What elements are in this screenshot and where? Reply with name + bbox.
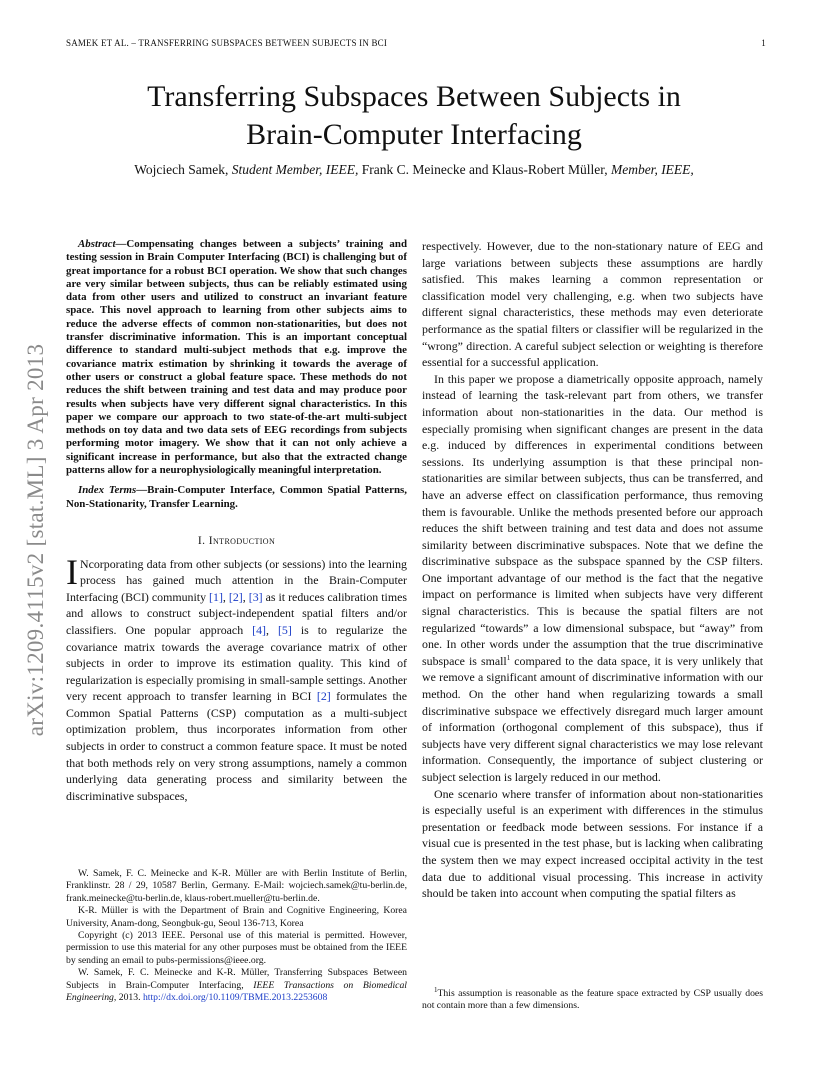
citation-link[interactable]: [2] xyxy=(316,689,331,704)
left-column xyxy=(66,238,407,804)
citation-text: W. Samek, F. C. Meinecke and K-R. Müller, Transferring Subspaces Between Subjects in Brain-Computer Interfacing, xyxy=(66,967,407,991)
section-heading-introduction xyxy=(66,533,407,550)
intro-text: is to regularize the covariance matrix towards the average covariance matrix of other subjects in order to improve its estimation quality. This kind of regularization is especially promising in small-sample settings. Another very recent approach to transfer learning in BCI xyxy=(66,622,407,704)
abstract-text: —Compensating changes between a subjects’ training and testing session in Brain Computer Interfacing (BCI) is challenging but of great importance for a robust BCI operation. We show that such changes are very similar between subjects, thus can be reliably estimated using data from other users and utilized to construct an invariant feature space. This novel approach to learning from other subjects aims to reduce the adverse effects of common non-stationarities, but does not transfer discriminative information. This is an important conceptual difference to standard multi-subject methods that e.g. improve the covariance matrix estimation by shrinking it towards the average of other users or construct a global feature space. These methods do not reduces the shift between training and test data and may produce poor results when subjects have very different signal characteristics. In this paper we compare our approach to two state-of-the-art multi-subject methods on toy data and two data sets of EEG recordings from subjects performing motor imagery. We show that it can not only achieve a significant increase in performance, but also that the extracted change patterns allow for a neurophysiologically meaningful interpretation. xyxy=(66,238,407,477)
citation-link[interactable]: [3] xyxy=(248,589,263,604)
abstract-label: Abstract xyxy=(78,238,116,250)
index-terms-label: Index Terms xyxy=(78,484,137,497)
intro-paragraph-1 xyxy=(66,551,407,805)
index-terms xyxy=(66,484,407,511)
arxiv-stamp xyxy=(6,290,66,790)
intro-text: Ncorporating data from other subjects (or sessions) into the learning process has gained much attention in the Brain-Computer Interfacing (BCI) community xyxy=(66,556,407,604)
paragraph-text: In this paper we propose a diametrically opposite approach, namely instead of learning the task-relevant part from others, we transfer information about non-stationarities in the data. Our method is especially promising when significant changes are present in the data e.g. induced by differences in experimental conditions between sessions. Its underlying assumption is that these principal non-stationarities are similar between subjects, thus can be transferred, and have an adverse effect on classification performance, thus removing them is favourable. Unlike the methods presented before our approach reduces the shift between training and test data and does not assume similarity between discriminative subspaces. Note that we define the discriminative subspace as the subspace spanned by the CSP filters. One important advantage of our method is the fact that the negative impact on performance is limited when subjects have very different signal characteristics. This is because the spatial filters are not regularized “towards” a low dimensional subspace, but “away” from one. In other words under the assumption that the true discriminative subspace is small xyxy=(422,371,763,668)
paragraph-proposal xyxy=(422,371,763,786)
footnote-citation xyxy=(66,967,407,1004)
intro-text: as it reduces calibration times and allows to construct subject-independent spatial filters and/or classifiers. One popular approach xyxy=(66,589,407,637)
paper-title xyxy=(60,78,768,154)
title-line-2: Brain-Computer Interfacing xyxy=(246,118,582,151)
doi-link[interactable]: http://dx.doi.org/10.1109/TBME.2013.2253608 xyxy=(142,992,328,1004)
intro-text: formulates the Common Spatial Patterns (CSP) computation as a multi-subject optimization problem, thus incorporates information from other subjects in order to construct a common feature space. It must be noted that both methods rely on very strong assumptions, namely a common underlying data generating process and similarity between the discriminative subspaces, xyxy=(66,689,407,803)
author-2-3-role: Member, IEEE, xyxy=(610,162,694,177)
author-1-role: Student Member, IEEE, xyxy=(231,162,359,177)
paragraph-text: compared to the data space, it is very unlikely that we remove a significant amount of discriminative information with our method. On the other hand when regularizing towards a small discriminative subspace we effectively disregard much larger amount of information (orthogonal complement of this subspace), thus if subjects have very different signal characteristics we may lose relevant information. Consequently, the importance of subject clustering or subject selection is largely reduced in our method. xyxy=(422,653,764,784)
running-head-title: SAMEK ET AL. – TRANSFERRING SUBSPACES BETWEEN SUBJECTS IN BCI xyxy=(66,38,388,48)
page-number: 1 xyxy=(761,38,766,48)
footnote-copyright: Copyright (c) 2013 IEEE. Personal use of this material is permitted. However, permission to use this material for any other purposes must be obtained from the IEEE by sending an email to pubs-permissions@ieee.org. xyxy=(66,930,407,966)
citation-link[interactable]: [2] xyxy=(228,589,243,604)
index-terms-text: —Brain-Computer Interface, Common Spatial Patterns, Non-Stationarity, Transfer Learning. xyxy=(66,484,407,510)
footnote-marker[interactable]: 1 xyxy=(506,653,511,662)
affiliation-footnotes xyxy=(66,868,407,1004)
paragraph-scenario: One scenario where transfer of information about non-stationarities is especially useful is an experiment with differences in the stimulus presentation or feedback mode between sessions. For instance if a visual cue is presented in the test phase, but is lacking when calibrating the system then we may expect increased occipital activity in the test data due to additional visual processing. This increase in activity should be taken into account when computing the spatial filters as xyxy=(422,786,763,901)
footnote-1-text: This assumption is reasonable as the feature space extracted by CSP usually does not contain more than a few dimensions. xyxy=(422,988,763,1012)
footnote-mark: 1 xyxy=(434,985,438,994)
section-numeral: I. xyxy=(197,533,206,547)
abstract xyxy=(66,238,407,477)
journal-name: IEEE Transactions on Biomedical Engineering xyxy=(66,979,407,1004)
footnote-1 xyxy=(422,985,763,1013)
citation-text: , 2013. xyxy=(113,992,143,1004)
drop-cap: I xyxy=(66,551,78,592)
author-list xyxy=(60,162,768,178)
intro-text: , xyxy=(266,622,278,637)
title-line-1: Transferring Subspaces Between Subjects in xyxy=(147,80,681,113)
section-title: Introduction xyxy=(208,533,276,547)
arxiv-stamp-text: arXiv:1209.4115v2 [stat.ML] 3 Apr 2013 xyxy=(23,343,48,737)
citation-link[interactable]: [5] xyxy=(277,622,292,637)
right-column xyxy=(422,238,763,902)
citation-link[interactable]: [4] xyxy=(252,622,267,637)
footnote-affiliation-1: W. Samek, F. C. Meinecke and K-R. Müller are with Berlin Institute of Berlin, Franklinstr. 28 / 29, 10587 Berlin, Germany. E-Mail: wojciech.samek@tu-berlin.de, frank.meinecke@tu-berlin.de, klaus-robert.mueller@tu-berlin.de. xyxy=(66,868,407,904)
intro-text: , xyxy=(222,589,229,604)
running-head xyxy=(66,38,766,48)
author-2-3: Frank C. Meinecke and Klaus-Robert Müller, xyxy=(361,162,608,177)
author-1: Wojciech Samek, xyxy=(134,162,229,177)
intro-text: , xyxy=(242,589,249,604)
paragraph-continued: respectively. However, due to the non-stationary nature of EEG and large variations between subjects these assumptions are hardly satisfied. This makes learning a common representation or classification model very challenging, e.g. when two subjects have different signal characteristics, these methods may even deteriorate performance as the spatial filters or classifier will be regularized in the “wrong” direction. A careful subject selection or weighting is therefore essential for a successful application. xyxy=(422,239,763,370)
footnote-affiliation-2: K-R. Müller is with the Department of Brain and Cognitive Engineering, Korea University, Anam-dong, Seongbuk-gu, Seoul 136-713, Korea xyxy=(66,905,407,929)
citation-link[interactable]: [1] xyxy=(209,589,223,604)
